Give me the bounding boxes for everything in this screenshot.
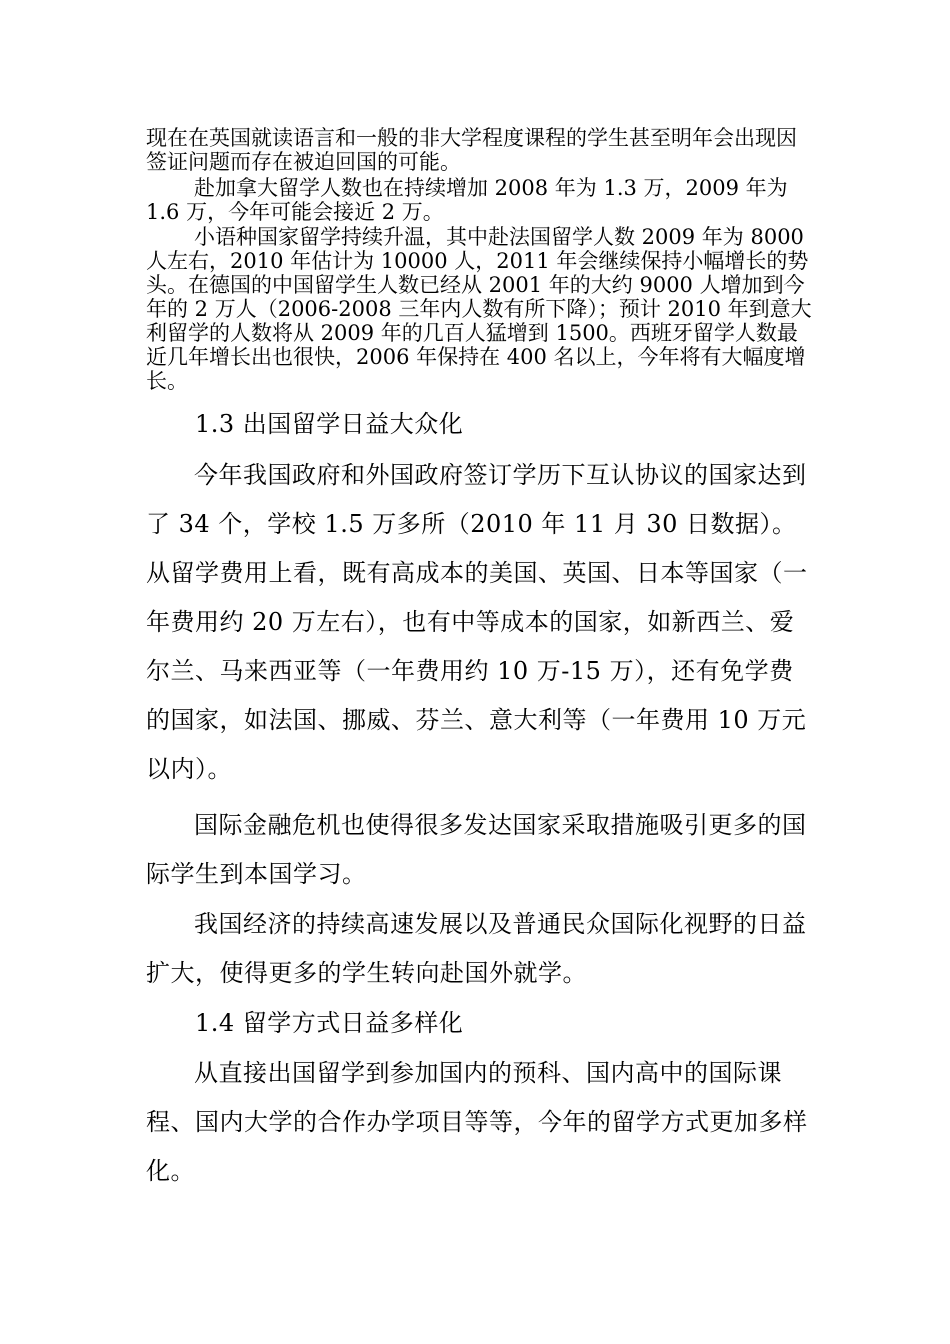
section-heading-1-4: 1.4 留学方式日益多样化 [195, 1009, 464, 1037]
section-heading-1-3: 1.3 出国留学日益大众化 [195, 410, 464, 438]
paragraph-uk-visa: 现在在英国就读语言和一般的非大学程度课程的学生甚至明年会出现因签证问题而存在被迫回国的可能。 [146, 126, 797, 174]
paragraph-canada-study: 赴加拿大留学人数也在持续增加 2008 年为 1.3 万，2009 年为 1.6 万，今年可能会接近 2 万。 [146, 176, 788, 224]
paragraph-minor-language-countries: 小语种国家留学持续升温，其中赴法国留学人数 2009 年为 8000 人左右，2010 年估计为 10000 人，2011 年会继续保持小幅增长的势头。在德国的中国留学生人数已经从 2001 年的大约 9000 人增加到今年的 2 万人（2006-2008 三年内人数有所下降）；预计 2010 年到意大利留学的人数将从 2009 年的几百人猛增到 1500。西班牙留学人数最近几年增长出也很快，2006 年保持在 400 名以上，今年将有大幅度增长。 [146, 225, 812, 393]
paragraph-study-methods: 从直接出国留学到参加国内的预科、国内高中的国际课程、国内大学的合作办学项目等等，今年的留学方式更加多样化。 [146, 1059, 808, 1185]
paragraph-economic-development: 我国经济的持续高速发展以及普通民众国际化视野的日益扩大，使得更多的学生转向赴国外就学。 [146, 910, 807, 987]
paragraph-agreements-and-costs: 今年我国政府和外国政府签订学历下互认协议的国家达到了 34 个，学校 1.5 万多所（2010 年 11 月 30 日数据）。从留学费用上看，既有高成本的美国、英国、日本等国家（一年费用约 20 万左右），也有中等成本的国家，如新西兰、爱尔兰、马来西亚等（一年费用约 10 万-15 万），还有免学费的国家，如法国、挪威、芬兰、意大利等（一年费用 10 万元以内）。 [146, 461, 808, 783]
paragraph-financial-crisis: 国际金融危机也使得很多发达国家采取措施吸引更多的国际学生到本国学习。 [146, 811, 807, 888]
